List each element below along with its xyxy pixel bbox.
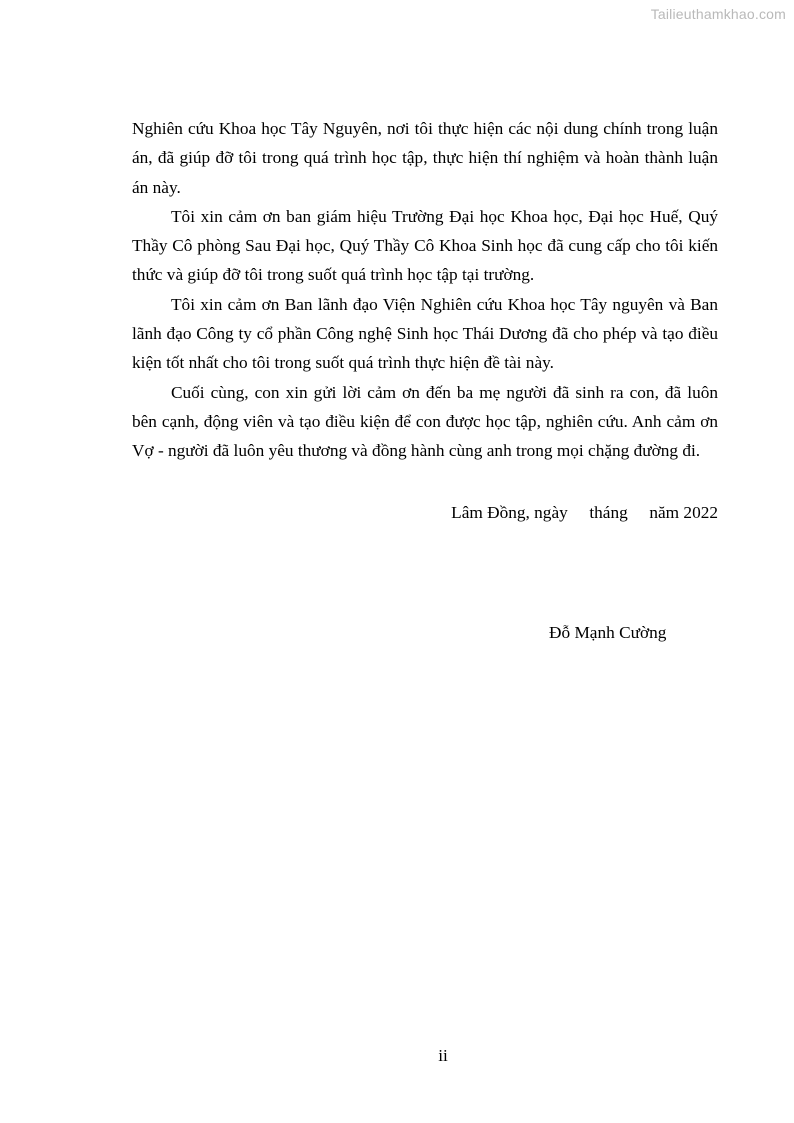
author-signature-name: Đỗ Mạnh Cường bbox=[549, 623, 667, 642]
paragraph-continuation: Nghiên cứu Khoa học Tây Nguyên, nơi tôi thực hiện các nội dung chính trong luận án, đã giúp đỡ tôi trong quá trình học tập, thực hiện thí nghiệm và hoàn thành luận án này. bbox=[132, 119, 718, 197]
paragraph-thanks-family: Cuối cùng, con xin gửi lời cảm ơn đến ba mẹ người đã sinh ra con, đã luôn bên cạnh, động viên và tạo điều kiện để con được học tập, nghiên cứu. Anh cảm ơn Vợ - người đã luôn yêu thương và đồng hành cùng anh trong mọi chặng đường đi. bbox=[132, 382, 718, 461]
paragraph-thanks-institute: Tôi xin cảm ơn Ban lãnh đạo Viện Nghiên cứu Khoa học Tây nguyên và Ban lãnh đạo Công ty cổ phần Công nghệ Sinh học Thái Dương đã cho phép và tạo điều kiện tốt nhất cho tôi trong suốt quá trình thực hiện đề tài này. bbox=[132, 294, 718, 373]
acknowledgement-body bbox=[132, 114, 718, 466]
place-date-line: Lâm Đồng, ngày tháng năm 2022 bbox=[451, 503, 718, 522]
page-number: ii bbox=[438, 1046, 448, 1065]
paragraph-thanks-university: Tôi xin cảm ơn ban giám hiệu Trường Đại học Khoa học, Đại học Huế, Quý Thầy Cô phòng Sau Đại học, Quý Thầy Cô Khoa Sinh học đã cung cấp cho tôi kiến thức và giúp đỡ tôi trong suốt quá trình học tập tại trường. bbox=[132, 206, 718, 285]
watermark-text: Tailieuthamkhao.com bbox=[650, 6, 786, 22]
